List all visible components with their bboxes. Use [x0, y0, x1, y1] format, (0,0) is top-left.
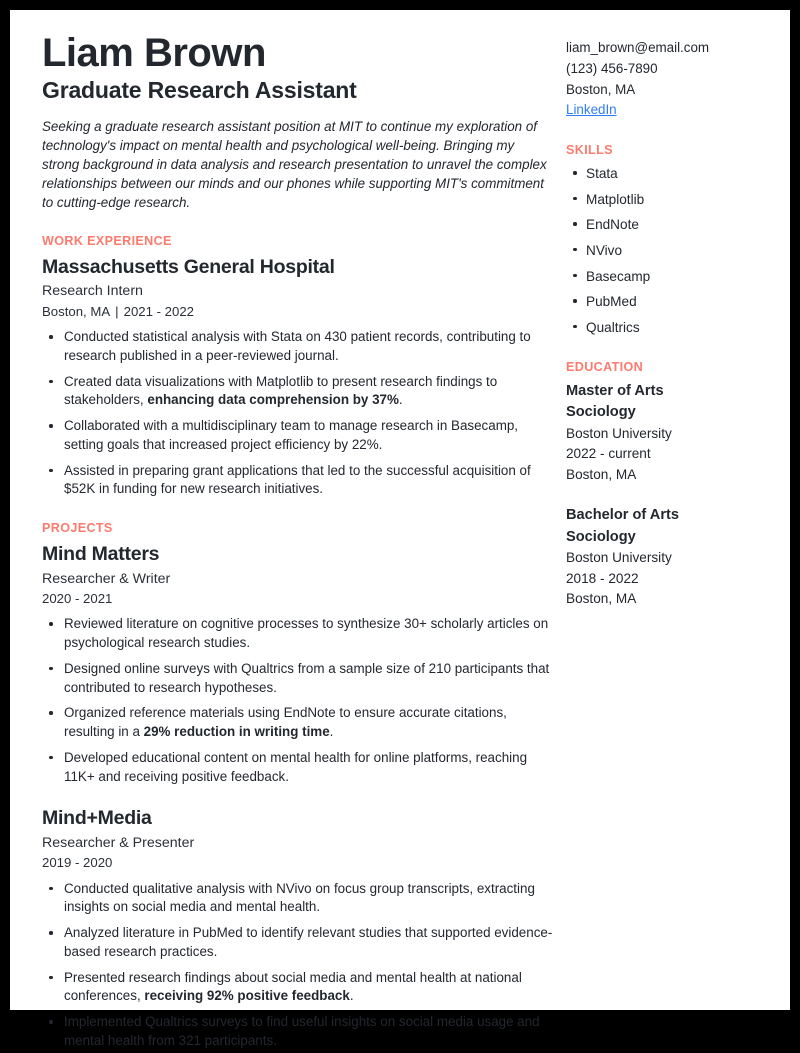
candidate-name: Liam Brown	[42, 31, 266, 75]
education-field: Sociology	[566, 404, 636, 421]
entry-organization: Mind Matters	[42, 543, 160, 566]
education-section	[566, 360, 784, 610]
project-entry-list	[42, 542, 554, 1050]
bullet-highlight: enhancing data comprehension by 37%	[147, 392, 399, 408]
resume-sheet	[10, 10, 790, 1053]
contact-email[interactable]: liam_brown@email.com	[566, 40, 710, 55]
entry-dates: 2020 - 2021	[42, 591, 113, 607]
contact-block	[566, 32, 784, 121]
entry-role: Research Intern	[42, 283, 143, 300]
skills-list	[566, 164, 784, 338]
skill-item: Stata	[566, 164, 784, 184]
resume-page	[10, 10, 790, 1048]
bullet-item: Assisted in preparing grant applications that led to the successful acquisition of $52K in funding for new research initiatives.	[42, 462, 554, 500]
skill-item: PubMed	[566, 292, 784, 312]
entry-bullet-list	[42, 328, 554, 499]
bullet-item: Conducted qualitative analysis with NVivo on focus group transcripts, extracting insights on social media and mental health.	[42, 880, 554, 918]
education-school: Boston University	[566, 426, 672, 442]
experience-entry	[42, 806, 554, 1050]
entry-bullet-list	[42, 615, 554, 786]
education-degree: Master of Arts	[566, 382, 664, 399]
bullet-item: Presented research findings about social media and mental health at national conferences, receiving 92% positive feedback.	[42, 969, 554, 1007]
main-column	[42, 32, 554, 1053]
professional-summary: Seeking a graduate research assistant position at MIT to continue my exploration of technology's impact on mental health and psychological well-being. Bringing my strong background in data analysis and research presentation to unravel the complex relationships between our minds and our phones while supporting MIT's commitment to cutting-edge research.	[42, 118, 547, 210]
experience-entry	[42, 255, 554, 499]
education-school: Boston University	[566, 550, 672, 566]
entry-organization: Mind+Media	[42, 807, 152, 830]
entry-dates: 2019 - 2020	[42, 855, 113, 871]
education-dates: 2018 - 2022	[566, 570, 639, 586]
bullet-item: Organized reference materials using EndNote to ensure accurate citations, resulting in a 29% reduction in writing time.	[42, 704, 554, 742]
education-dates: 2022 - current	[566, 446, 651, 462]
skill-item: EndNote	[566, 215, 784, 235]
skill-item: Qualtrics	[566, 318, 784, 338]
bullet-highlight: 29% reduction in writing time	[143, 724, 330, 740]
projects-section	[42, 521, 554, 1050]
entry-dates: 2021 - 2022	[123, 303, 195, 319]
work-entry-list	[42, 255, 554, 499]
skill-item: Matplotlib	[566, 190, 784, 210]
work-experience-section	[42, 234, 554, 499]
entry-role: Researcher & Writer	[42, 570, 171, 587]
education-field: Sociology	[566, 528, 636, 545]
education-entry-list	[566, 381, 784, 610]
bullet-item: Created data visualizations with Matplotlib to present research findings to stakeholders, enhancing data comprehension by 37%.	[42, 373, 554, 411]
section-title-education: EDUCATION	[566, 359, 644, 374]
bullet-item: Collaborated with a multidisciplinary team to manage research in Basecamp, setting goals that increased project efficiency by 22%.	[42, 417, 554, 455]
entry-bullet-list	[42, 880, 554, 1051]
experience-entry	[42, 542, 554, 786]
linkedin-link[interactable]: LinkedIn	[566, 102, 617, 118]
bullet-item: Conducted statistical analysis with Stata on 430 patient records, contributing to research published in a peer-reviewed journal.	[42, 328, 554, 366]
contact-phone[interactable]: (123) 456-7890	[566, 60, 658, 76]
entry-meta	[42, 853, 554, 872]
entry-organization: Massachusetts General Hospital	[42, 255, 335, 278]
bullet-item: Developed educational content on mental health for online platforms, reaching 11K+ and receiving positive feedback.	[42, 749, 554, 787]
entry-meta	[42, 589, 554, 608]
side-column	[554, 32, 784, 1053]
skill-item: NVivo	[566, 241, 784, 261]
bullet-item: Implemented Qualtrics surveys to find useful insights on social media usage and mental health from 321 participants.	[42, 1013, 554, 1051]
resume-header	[42, 32, 554, 212]
contact-location: Boston, MA	[566, 81, 636, 97]
bullet-item: Designed online surveys with Qualtrics from a sample size of 210 participants that contributed to research hypotheses.	[42, 660, 554, 698]
entry-meta	[42, 302, 554, 321]
bullet-item: Analyzed literature in PubMed to identify relevant studies that supported evidence-based research practices.	[42, 924, 554, 962]
education-entry	[566, 381, 784, 485]
skill-item: Basecamp	[566, 267, 784, 287]
skills-section	[566, 143, 784, 338]
education-location: Boston, MA	[566, 591, 637, 607]
education-location: Boston, MA	[566, 466, 637, 482]
entry-location: Boston, MA	[42, 303, 111, 319]
education-degree: Bachelor of Arts	[566, 507, 679, 524]
entry-role: Researcher & Presenter	[42, 834, 195, 851]
bullet-item: Reviewed literature on cognitive processes to synthesize 30+ scholarly articles on psychological research studies.	[42, 615, 554, 653]
entry-meta-separator: |	[115, 303, 119, 319]
education-entry	[566, 505, 784, 609]
section-title-work-experience: WORK EXPERIENCE	[42, 233, 172, 248]
section-title-skills: SKILLS	[566, 143, 613, 158]
section-title-projects: PROJECTS	[42, 521, 113, 536]
bullet-highlight: receiving 92% positive feedback	[144, 988, 350, 1004]
candidate-headline: Graduate Research Assistant	[42, 77, 357, 104]
